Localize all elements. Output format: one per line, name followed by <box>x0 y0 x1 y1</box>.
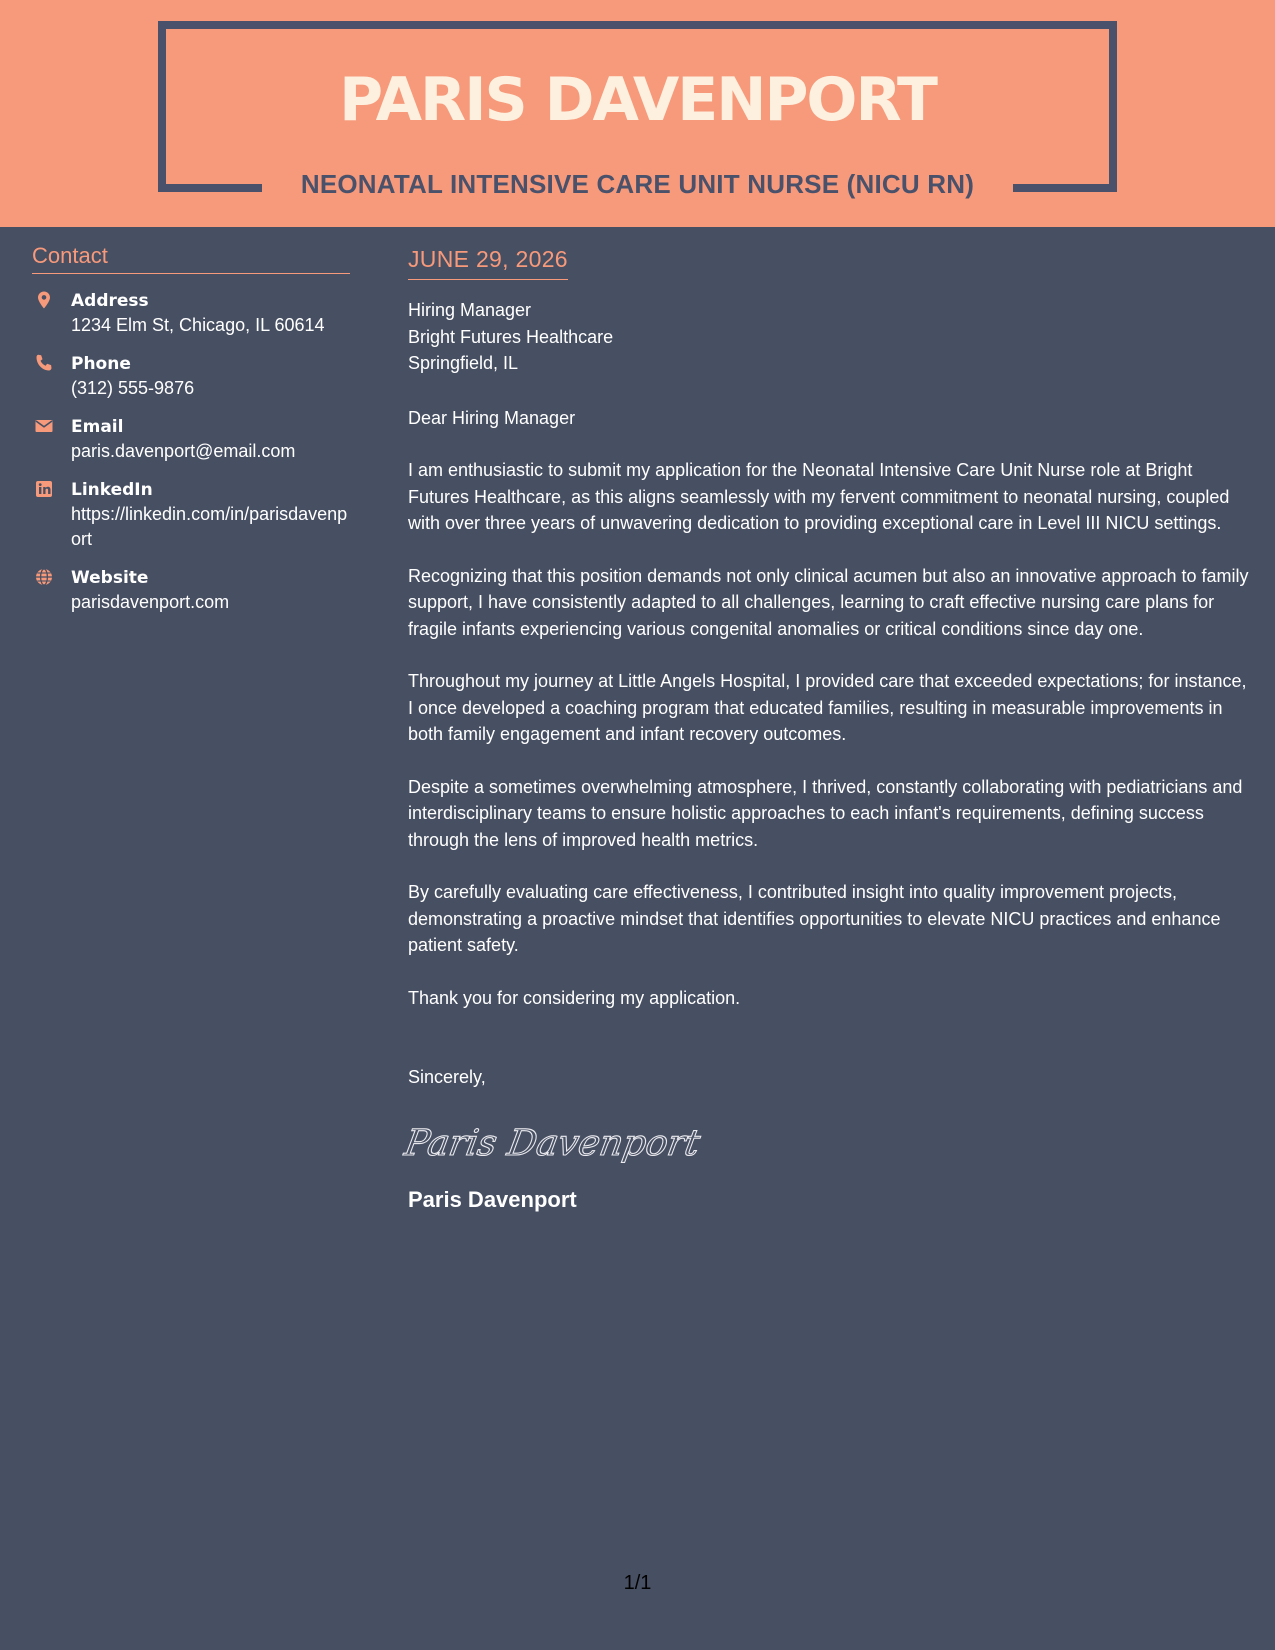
contact-value: parisdavenport.com <box>71 592 230 612</box>
contact-item-address <box>32 289 352 338</box>
linkedin-icon <box>34 479 54 499</box>
letter-paragraph: I am enthusiastic to submit my application for the Neonatal Intensive Care Unit Nurse role at Bright Futures Healthcare, as this aligns seamlessly with my fervent commitment to neonatal nursing, coupled with over three years of unwavering dedication to providing exceptional care in Level III NICU settings. <box>408 460 1230 533</box>
letter-paragraph: Thank you for considering my application. <box>408 987 741 1008</box>
contact-label: Address <box>71 291 149 311</box>
recipient-line: Bright Futures Healthcare <box>408 326 614 347</box>
salutation: Dear Hiring Manager <box>408 407 576 428</box>
letter-paragraph: Throughout my journey at Little Angels Hospital, I provided care that exceeded expectations; for instance, I once developed a coaching program that educated families, resulting in measurable improvements in both family engagement and infant recovery outcomes. <box>408 671 1247 744</box>
letter-body <box>401 243 1253 1215</box>
contact-value: 1234 Elm St, Chicago, IL 60614 <box>71 315 325 335</box>
signer-name: Paris Davenport <box>408 1186 577 1212</box>
svg-text:Paris Davenport: Paris Davenport <box>401 1120 704 1164</box>
contact-value: https://linkedin.com/in/parisdavenport <box>71 504 348 549</box>
letter-date: JUNE 29, 2026 <box>408 243 568 280</box>
contact-label: LinkedIn <box>71 480 153 500</box>
closing: Sincerely, <box>408 1067 486 1087</box>
letter-paragraph: Recognizing that this position demands not only clinical acumen but also an innovative approach to family support, I have consistently adapted to all challenges, learning to craft effective nursing care plans for fragile infants experiencing various congenital anomalies or critical conditions since day one. <box>408 565 1249 639</box>
map-pin-icon <box>34 290 54 310</box>
contact-item-email <box>32 415 352 464</box>
recipient-line: Hiring Manager <box>408 300 532 320</box>
header-frame-right <box>1109 21 1117 192</box>
letter-paragraph: Despite a sometimes overwhelming atmosphere, I thrived, constantly collaborating with pediatricians and interdisciplinary teams to ensure holistic approaches to each infant's requirements, defining success through the lens of improved health metrics. <box>408 776 1243 850</box>
contact-label: Phone <box>71 354 131 374</box>
contact-item-linkedin <box>32 478 352 552</box>
contact-item-website <box>32 566 352 615</box>
envelope-icon <box>34 416 54 436</box>
header-frame-top <box>158 21 1117 29</box>
letter-paragraph: By carefully evaluating care effectiveness, I contributed insight into quality improvement projects, demonstrating a proactive mindset that identifies opportunities to elevate NICU practices and enhance patient safety. <box>408 882 1221 955</box>
contact-item-phone <box>32 352 352 401</box>
job-title: NEONATAL INTENSIVE CARE UNIT NURSE (NICU RN) <box>300 169 975 199</box>
contact-heading: Contact <box>32 242 350 274</box>
signature-script <box>401 1117 704 1169</box>
header-frame-bottom-right <box>1013 184 1117 192</box>
header-frame-bottom-left <box>158 184 262 192</box>
globe-icon <box>34 567 54 587</box>
contact-value: (312) 555-9876 <box>71 378 195 398</box>
applicant-name: PARIS DAVENPORT <box>339 65 936 135</box>
header-band <box>0 0 1275 227</box>
recipient-block <box>408 297 1253 377</box>
handwritten-signature <box>401 1117 1253 1169</box>
contact-label: Email <box>71 417 124 437</box>
header-frame-left <box>158 21 166 192</box>
recipient-line: Springfield, IL <box>408 353 519 373</box>
contact-value: paris.davenport@email.com <box>71 441 296 461</box>
page-number: 1/1 <box>623 1572 652 1594</box>
phone-icon <box>34 353 54 373</box>
contact-label: Website <box>71 568 149 588</box>
contact-sidebar <box>32 242 352 615</box>
